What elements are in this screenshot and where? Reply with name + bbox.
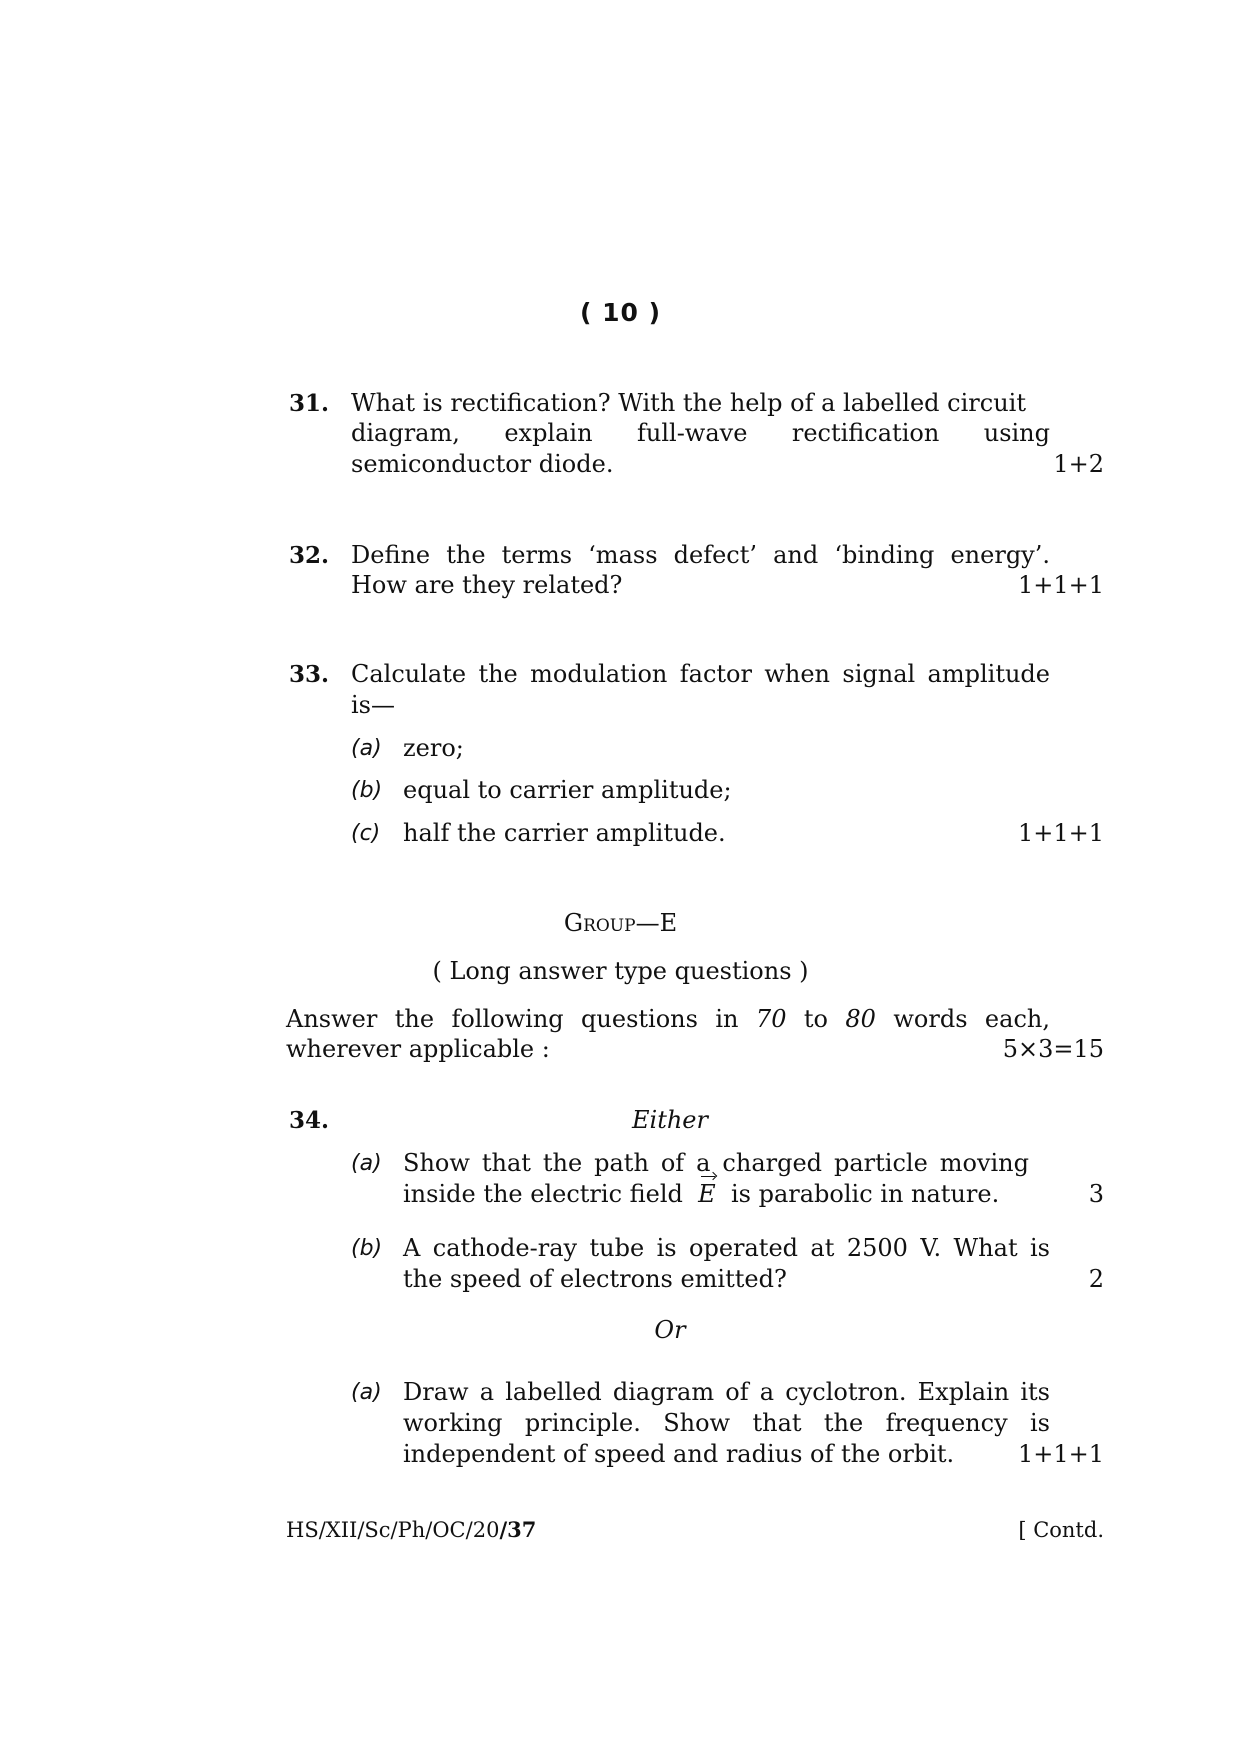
question-34-b-line-2: the speed of electrons emitted? <box>403 1265 787 1293</box>
question-33-b-text: equal to carrier amplitude; <box>403 776 732 804</box>
question-31-marks: 1+2 <box>1053 450 1104 478</box>
question-number-33: 33. <box>289 661 330 688</box>
group-instructions-line-2: wherever applicable : <box>286 1035 550 1063</box>
question-34-or-a-line-1: Draw a labelled diagram of a cyclotron. Explain its <box>403 1378 1050 1406</box>
question-34-a-marks: 3 <box>1088 1180 1104 1208</box>
question-34-b-marks: 2 <box>1088 1265 1104 1293</box>
group-title: Group—E <box>563 909 678 937</box>
question-34-b-line-1: A cathode-ray tube is operated at 2500 V. What is <box>403 1234 1050 1262</box>
group-marks: 5×3=15 <box>1002 1035 1104 1063</box>
question-31-line-3: semiconductor diode. <box>351 450 614 478</box>
question-32-line-2: How are they related? <box>351 571 623 599</box>
question-31-line-1: What is rectification? With the help of a labelled circuit <box>351 389 1026 417</box>
question-32-marks: 1+1+1 <box>1017 571 1104 599</box>
question-number-34: 34. <box>289 1107 330 1134</box>
question-34-or-a-line-2: working principle. Show that the frequency is <box>403 1409 1050 1437</box>
page-number: ( 10 ) <box>579 298 662 327</box>
or-label: Or <box>654 1316 686 1344</box>
question-32-line-1: Define the terms ‘mass defect’ and ‘binding energy’. <box>351 541 1050 569</box>
question-34-a-line-1: Show that the path of a charged particle moving <box>403 1149 1029 1177</box>
question-number-31: 31. <box>289 390 330 417</box>
question-33-a-label: (a) <box>351 736 382 761</box>
electric-field-vector: E <box>698 1180 716 1208</box>
question-33-line-2: is— <box>351 691 395 719</box>
question-34-or-a-marks: 1+1+1 <box>1017 1440 1104 1468</box>
question-34-or-a-label: (a) <box>351 1380 382 1405</box>
question-34-b-label: (b) <box>351 1236 383 1261</box>
question-34-or-a-line-3: independent of speed and radius of the orbit. <box>403 1440 955 1468</box>
question-33-line-1: Calculate the modulation factor when signal amplitude <box>351 660 1050 688</box>
question-31-line-2: diagram, explain full-wave rectification using <box>351 419 1050 447</box>
question-33-c-text: half the carrier amplitude. <box>403 819 726 847</box>
question-33-b-label: (b) <box>351 778 383 803</box>
question-34-a-line-2: inside the electric field E is parabolic in nature. <box>403 1180 1000 1208</box>
footer-paper-code: HS/XII/Sc/Ph/OC/20/37 <box>286 1517 537 1542</box>
question-33-marks: 1+1+1 <box>1017 819 1104 847</box>
question-33-a-text: zero; <box>403 734 464 762</box>
footer-contd: [ Contd. <box>1018 1518 1104 1542</box>
question-number-32: 32. <box>289 542 330 569</box>
group-subtitle: ( Long answer type questions ) <box>432 957 809 985</box>
group-instructions-line-1: Answer the following questions in 70 to 80 words each, <box>286 1005 1050 1033</box>
question-33-c-label: (c) <box>351 821 381 846</box>
question-34-a-label: (a) <box>351 1151 382 1176</box>
either-label: Either <box>632 1106 708 1134</box>
